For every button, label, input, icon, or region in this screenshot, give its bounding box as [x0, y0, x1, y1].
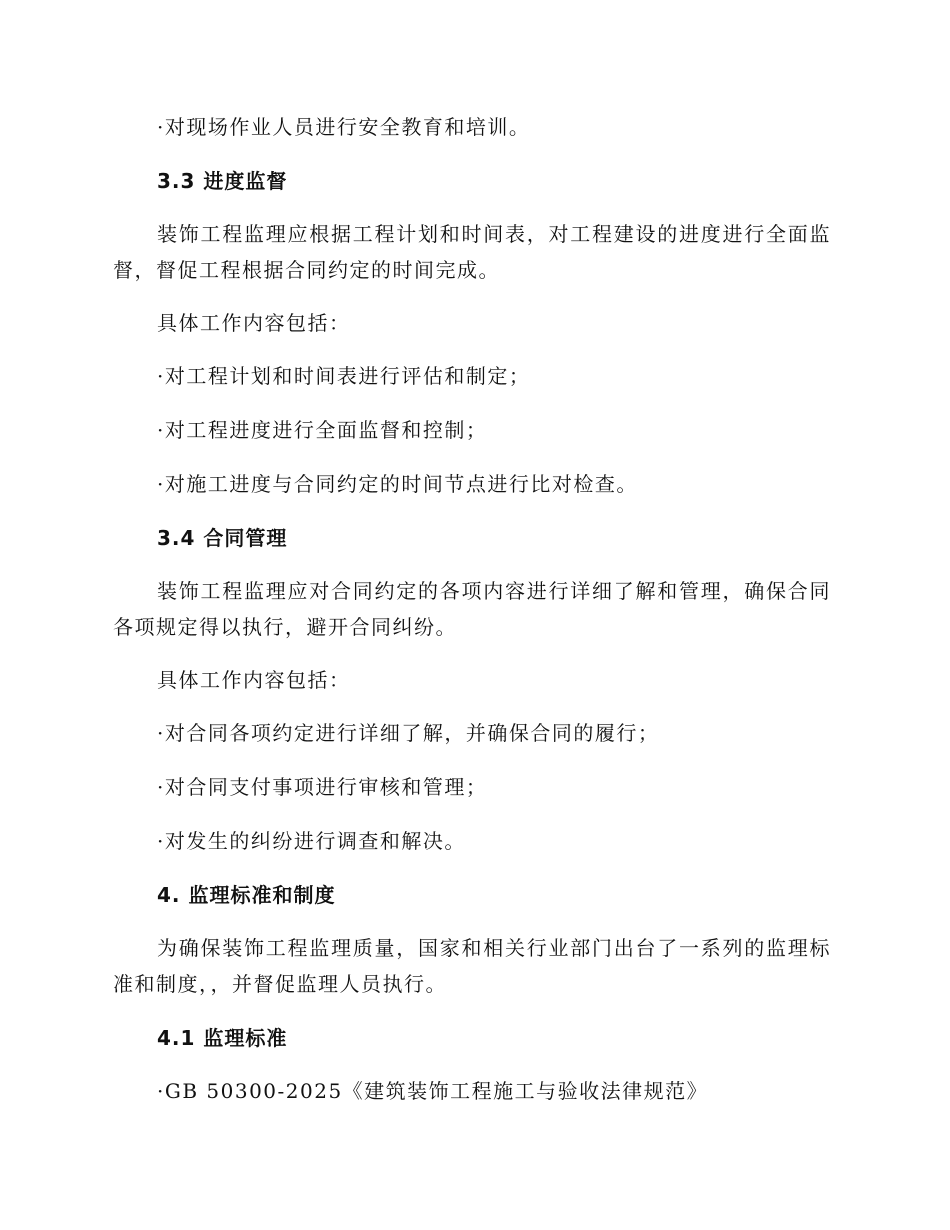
paragraph-3-3-line-1: 装饰工程监理应根据工程计划和时间表，对工程建设的进度进行全面监 — [157, 222, 831, 246]
work-content-intro-3-4: 具体工作内容包括： — [157, 668, 351, 692]
paragraph-3-4-line-1: 装饰工程监理应对合同约定的各项内容进行详细了解和管理，确保合同 — [157, 579, 831, 603]
work-content-intro-3-3: 具体工作内容包括： — [157, 311, 351, 335]
bullet-3-4-1: ·对合同各项约定进行详细了解，并确保合同的履行； — [157, 721, 660, 745]
bullet-4-1-1: ·GB 50300-2025《建筑装饰工程施工与验收法律规范》 — [157, 1079, 709, 1103]
paragraph-4-line-2: 准和制度，，并督促监理人员执行。 — [113, 972, 447, 996]
section-heading-3-4: 3.4 合同管理 — [157, 526, 288, 550]
bullet-3-3-1: ·对工程计划和时间表进行评估和制定； — [157, 364, 531, 388]
paragraph-3-3-line-2: 督，督促工程根据合同约定的时间完成。 — [113, 258, 500, 282]
bullet-3-4-3: ·对发生的纠纷进行调查和解决。 — [157, 829, 466, 853]
section-heading-4-1: 4.1 监理标准 — [157, 1026, 288, 1050]
bullet-safety-training: ·对现场作业人员进行安全教育和培训。 — [157, 115, 531, 139]
paragraph-4-line-1: 为确保装饰工程监理质量，国家和相关行业部门出台了一系列的监理标 — [157, 936, 831, 960]
bullet-3-4-2: ·对合同支付事项进行审核和管理； — [157, 775, 488, 799]
paragraph-3-4-line-2: 各项规定得以执行，避开合同纠纷。 — [113, 615, 457, 639]
section-heading-3-3: 3.3 进度监督 — [157, 169, 288, 193]
bullet-3-3-3: ·对施工进度与合同约定的时间节点进行比对检查。 — [157, 472, 638, 496]
bullet-3-3-2: ·对工程进度进行全面监督和控制； — [157, 418, 488, 442]
section-heading-4: 4. 监理标准和制度 — [157, 883, 336, 907]
